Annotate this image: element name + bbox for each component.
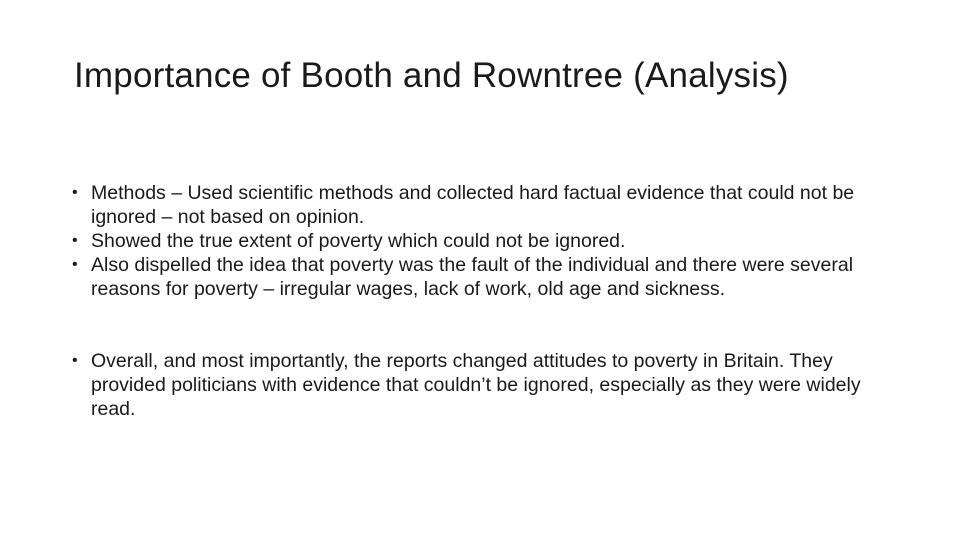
bullet-icon: • (72, 232, 78, 249)
bullet-icon: • (72, 256, 78, 273)
bullet-icon: • (72, 352, 78, 369)
bullet-item-extent (72, 229, 902, 253)
bullet-item-methods (72, 181, 902, 229)
bullet-text: Methods – Used scientific methods and collected hard factual evidence that could not be ignored – not based on opinion. (91, 182, 855, 228)
bullet-item-dispelled (72, 253, 902, 301)
slide-title: Importance of Booth and Rowntree (Analysis) (74, 56, 789, 95)
bullet-text: Showed the true extent of poverty which could not be ignored. (91, 230, 626, 252)
bullet-item-overall (72, 349, 902, 421)
bullet-text: Also dispelled the idea that poverty was the fault of the individual and there were several reasons for poverty – irregular wages, lack of work, old age and sickness. (91, 254, 854, 300)
bullet-icon: • (72, 184, 78, 201)
bullet-text: Overall, and most importantly, the reports changed attitudes to poverty in Britain. They provided politicians with evidence that couldn’t be ignored, especially as they were widely read. (91, 350, 861, 420)
bullet-list (72, 181, 902, 421)
